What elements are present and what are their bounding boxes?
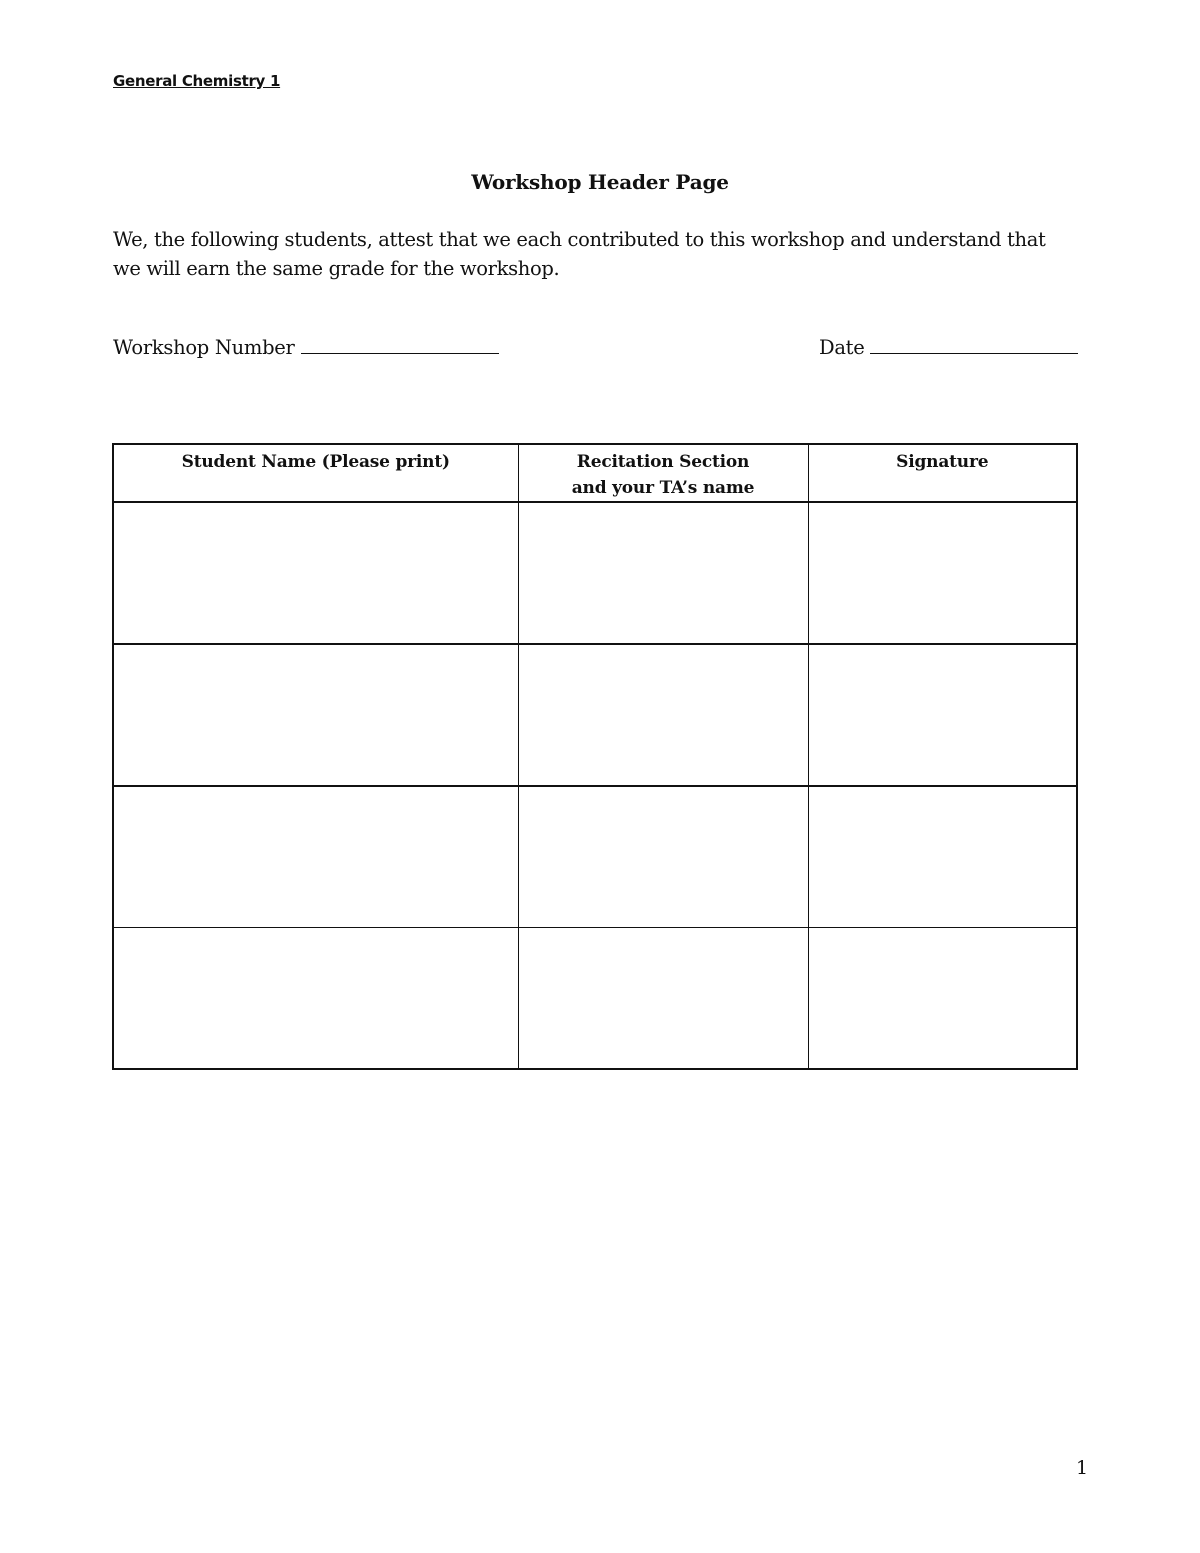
student-name-cell[interactable] xyxy=(113,786,518,928)
signature-cell[interactable] xyxy=(808,502,1077,644)
workshop-number-field xyxy=(113,336,499,359)
course-header: General Chemistry 1 xyxy=(113,72,281,90)
workshop-number-blank[interactable] xyxy=(301,352,499,354)
page-number: 1 xyxy=(1076,1457,1089,1479)
attestation-text: We, the following students, attest that we each contributed to this workshop and understand that we will earn the same grade for the workshop. xyxy=(113,228,1046,280)
student-name-cell[interactable] xyxy=(113,502,518,644)
workshop-number-label: Workshop Number xyxy=(113,336,295,359)
page-title: Workshop Header Page xyxy=(471,170,729,194)
table-row xyxy=(113,502,1077,644)
signature-cell[interactable] xyxy=(808,644,1077,786)
student-name-cell[interactable] xyxy=(113,928,518,1070)
date-label: Date xyxy=(819,336,865,359)
student-signature-table xyxy=(112,443,1078,1070)
column-header-student-name: Student Name (Please print) xyxy=(113,444,518,502)
table-row xyxy=(113,928,1077,1070)
recitation-section-cell[interactable] xyxy=(518,502,808,644)
recitation-section-cell[interactable] xyxy=(518,644,808,786)
student-name-cell[interactable] xyxy=(113,644,518,786)
signature-cell[interactable] xyxy=(808,928,1077,1070)
signature-cell[interactable] xyxy=(808,786,1077,928)
date-field xyxy=(819,336,1078,359)
recitation-section-cell[interactable] xyxy=(518,786,808,928)
table-row xyxy=(113,786,1077,928)
table-header-row xyxy=(113,444,1077,502)
table-row xyxy=(113,644,1077,786)
column-header-signature: Signature xyxy=(808,444,1077,502)
recitation-header-text: Recitation Section and your TA’s name xyxy=(571,452,755,498)
column-header-recitation-section xyxy=(518,444,808,502)
date-blank[interactable] xyxy=(870,352,1078,354)
recitation-section-cell[interactable] xyxy=(518,928,808,1070)
